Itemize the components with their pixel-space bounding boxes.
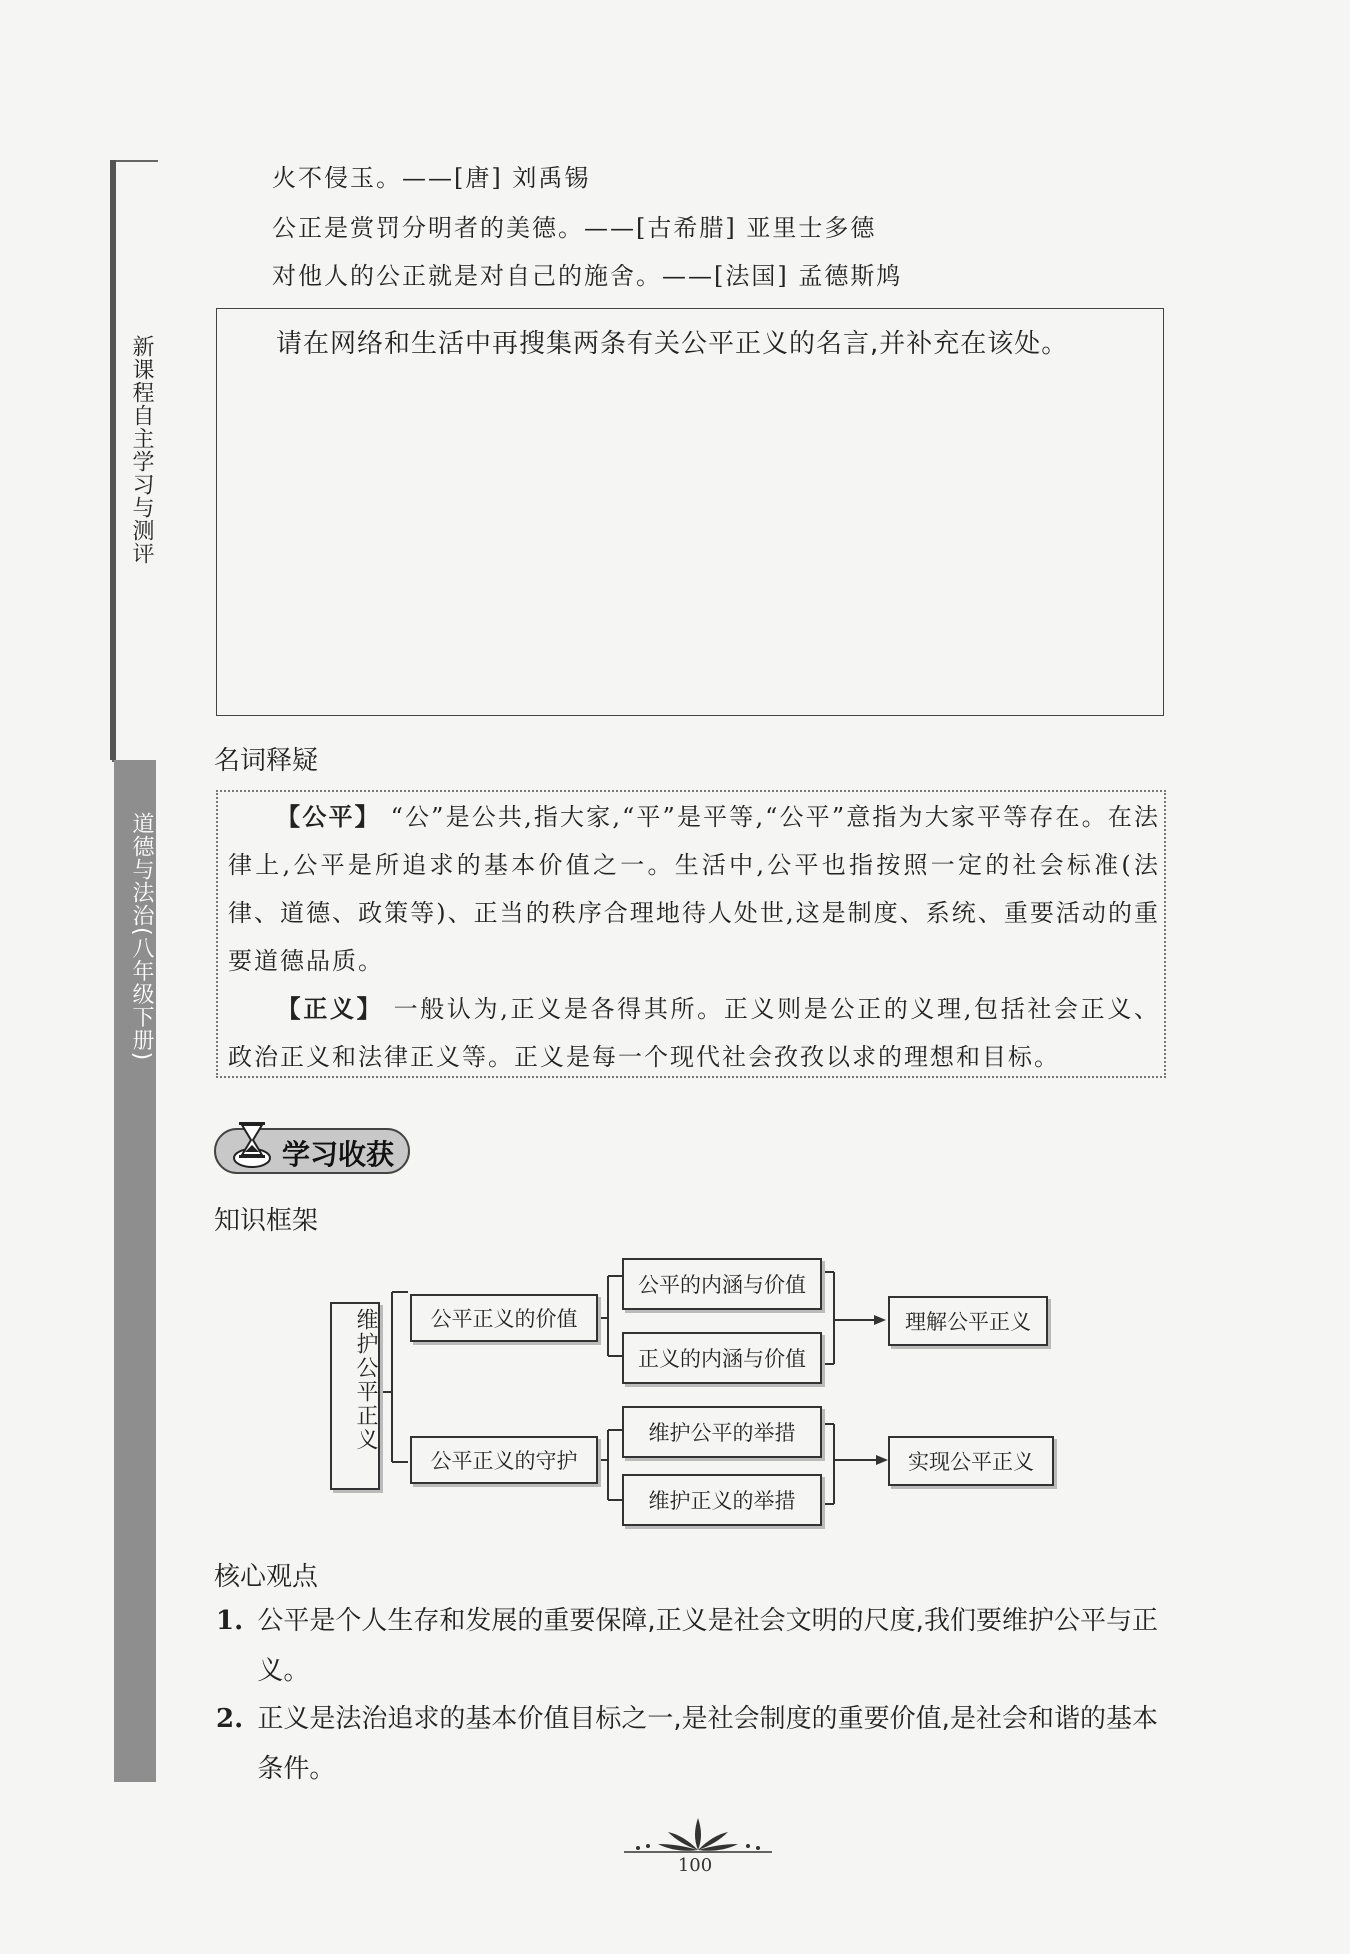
answer-prompt: 请在网络和生活中再搜集两条有关公平正义的名言,并补充在该处。 [276, 329, 1069, 359]
core-item-number: 1. [216, 1606, 244, 1636]
framework-result-realize: 实现公平正义 [888, 1436, 1054, 1486]
core-item-number: 2. [216, 1704, 244, 1734]
framework-root: 维护公平正义 [353, 1308, 378, 1452]
glossary-term: 【公平】 [276, 803, 381, 831]
glossary-text: “公”是公共,指大家,“平”是平等,“公平”意指为大家平等存在。在法律上,公平是所追求的基本价值之一。生活中,公平也指按照一定的社会标准(法律、道德、政策等)、正当的秩序合理地待人处世,这是制度、系统、重要活动的重要道德品质。 [228, 803, 1160, 975]
subject-title: 道德与法治(八年级下册) [129, 812, 154, 1062]
core-item [216, 1694, 1176, 1794]
core-item [216, 1596, 1176, 1696]
framework-leaf: 维护正义的举措 [622, 1474, 822, 1526]
quote-2: 公正是赏罚分明者的美德。——[古希腊] 亚里士多德 [272, 214, 877, 242]
framework-branch-protect: 公平正义的守护 [410, 1436, 598, 1484]
section-title: 学习收获 [282, 1138, 395, 1171]
framework-heading: 知识框架 [214, 1206, 319, 1236]
glossary-heading: 名词释疑 [214, 746, 319, 776]
quote-1: 火不侵玉。——[唐] 刘禹锡 [272, 164, 591, 192]
core-item-text: 公平是个人生存和发展的重要保障,正义是社会文明的尺度,我们要维护公平与正义。 [257, 1606, 1158, 1686]
series-title: 新课程自主学习与测评 [129, 335, 154, 565]
core-item-text: 正义是法治追求的基本价值目标之一,是社会制度的重要价值,是社会和谐的基本条件。 [257, 1704, 1158, 1784]
page-number: 100 [677, 1855, 713, 1876]
core-heading: 核心观点 [214, 1562, 319, 1592]
quote-3: 对他人的公正就是对自己的施舍。——[法国] 孟德斯鸠 [272, 262, 903, 290]
framework-leaf: 维护公平的举措 [622, 1406, 822, 1458]
footer-ornament-icon [618, 1810, 778, 1860]
glossary-text: 一般认为,正义是各得其所。正义则是公正的义理,包括社会正义、政治正义和法律正义等。正义是每一个现代社会孜孜以求的理想和目标。 [228, 995, 1160, 1071]
framework-branch-value: 公平正义的价值 [410, 1294, 598, 1342]
framework-result-understand: 理解公平正义 [888, 1296, 1048, 1346]
glossary-term: 【正义】 [276, 995, 384, 1023]
framework-leaf: 公平的内涵与价值 [622, 1258, 822, 1310]
framework-leaf: 正义的内涵与价值 [622, 1332, 822, 1384]
